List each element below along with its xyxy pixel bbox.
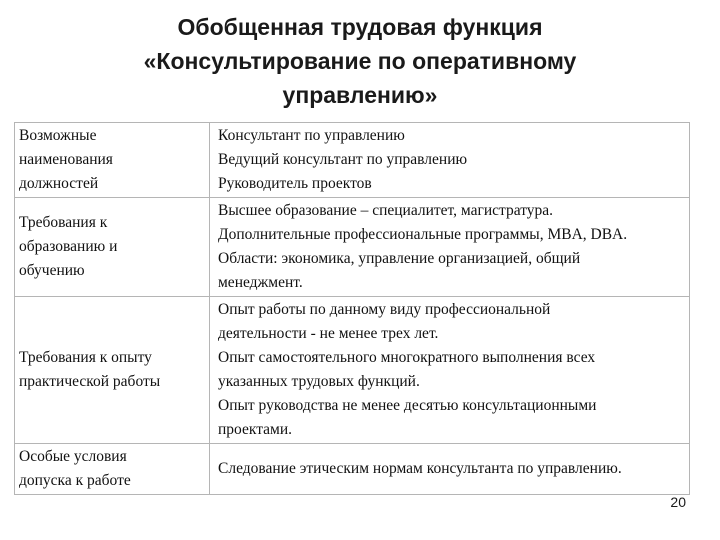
cell-line: образованию и [19,238,118,255]
slide-title [40,10,680,112]
cell-line: должностей [19,175,99,192]
cell-line: обучению [19,262,85,279]
cell-line: Особые условия [19,448,127,465]
page-number: 20 [670,494,686,510]
cell-line: практической работы [19,373,161,390]
requirements-table [14,122,690,495]
cell-line: Консультант по управлению [218,127,405,144]
cell-line: наименования [19,151,113,168]
cell-line: Возможные [19,127,97,144]
title-line: Обобщенная трудовая функция [177,14,543,40]
cell-line: Руководитель проектов [218,175,372,192]
cell-line: Опыт руководства не менее десятью консультационными [218,397,597,414]
cell-line: менеджмент. [218,274,303,291]
row-label [15,444,210,495]
cell-line: допуска к работе [19,472,131,489]
row-value [210,123,690,198]
cell-line: указанных трудовых функций. [218,373,420,390]
cell-line: деятельности - не менее трех лет. [218,325,439,342]
cell-line: Опыт самостоятельного многократного выполнения всех [218,349,596,366]
cell-line: проектами. [218,421,293,438]
table-row-education [15,198,690,297]
cell-line: Ведущий консультант по управлению [218,151,468,168]
table-row-conditions [15,444,690,495]
row-label [15,198,210,297]
table-row-positions [15,123,690,198]
cell-line: Опыт работы по данному виду профессиональной [218,301,551,318]
title-line: «Консультирование по оперативному [143,48,577,74]
cell-line: Требования к опыту [19,349,152,366]
cell-line: Следование этическим нормам консультанта по управлению. [218,460,622,477]
row-label [15,123,210,198]
cell-line: Высшее образование – специалитет, магистратура. [218,202,554,219]
cell-line: Дополнительные профессиональные программы, MBA, DBA. [218,226,628,243]
row-value [210,444,690,495]
cell-line: Области: экономика, управление организацией, общий [218,250,581,267]
title-line: управлению» [282,82,438,108]
table-row-experience [15,297,690,444]
cell-line: Требования к [19,214,108,231]
row-label [15,297,210,444]
row-value [210,297,690,444]
row-value [210,198,690,297]
